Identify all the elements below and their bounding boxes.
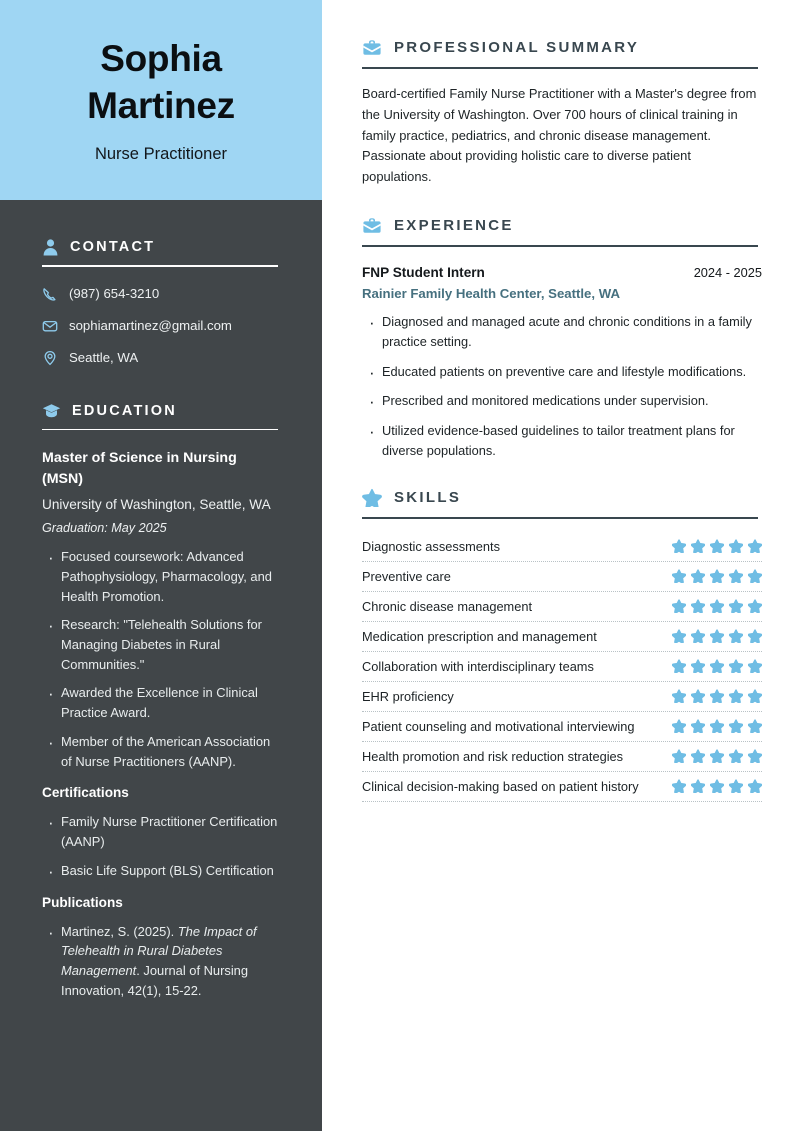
contact-email-row[interactable]	[42, 318, 278, 334]
star-icon	[672, 749, 686, 763]
star-icon	[710, 689, 724, 703]
skill-name: EHR proficiency	[362, 688, 454, 704]
star-icon	[672, 629, 686, 643]
phone-value: (987) 654-3210	[69, 286, 160, 302]
star-icon	[672, 539, 686, 553]
star-icon	[710, 749, 724, 763]
education-bullets	[42, 547, 278, 771]
name-header	[0, 0, 322, 200]
email-value: sophiamartinez@gmail.com	[69, 318, 232, 334]
star-icon	[729, 629, 743, 643]
star-icon	[710, 719, 724, 733]
professional-summary-section	[362, 38, 762, 188]
education-divider	[42, 429, 278, 431]
skill-row	[362, 682, 762, 712]
envelope-icon	[42, 318, 58, 334]
star-icon	[710, 599, 724, 613]
star-icon	[672, 719, 686, 733]
skills-heading	[362, 488, 762, 507]
skill-rating	[672, 689, 762, 703]
star-icon	[362, 488, 382, 507]
star-icon	[748, 689, 762, 703]
skills-heading-label: SKILLS	[394, 488, 462, 506]
star-icon	[710, 539, 724, 553]
summary-text: Board-certified Family Nurse Practitioner with a Master's degree from the University of Washington. Over 700 hours of clinical training in family practice, pediatrics, and chronic disease management. Passionate about providing holistic care to diverse patient populations.	[362, 85, 757, 185]
star-icon	[710, 779, 724, 793]
education-entry	[42, 448, 278, 771]
contact-list	[42, 286, 278, 366]
skill-row	[362, 772, 762, 802]
star-icon	[691, 659, 705, 673]
education-heading-label: EDUCATION	[72, 402, 177, 419]
list-item: · Utilized evidence-based guidelines to tailor treatment plans for diverse populations.	[382, 421, 762, 461]
publication-prefix: Martinez, S. (2025).	[61, 923, 178, 939]
star-icon	[748, 749, 762, 763]
skill-row	[362, 712, 762, 742]
star-icon	[748, 629, 762, 643]
first-name: Sophia	[100, 38, 222, 80]
experience-section	[362, 216, 762, 461]
skill-rating	[672, 719, 762, 733]
skill-row	[362, 592, 762, 622]
star-icon	[691, 569, 705, 583]
skill-row	[362, 742, 762, 772]
star-icon	[710, 569, 724, 583]
star-icon	[729, 719, 743, 733]
education-school: University of Washington, Seattle, WA	[42, 497, 271, 513]
briefcase-icon	[362, 216, 382, 235]
main-column	[362, 0, 762, 802]
education-degree: Master of Science in Nursing (MSN)	[42, 450, 237, 487]
location-value: Seattle, WA	[69, 350, 139, 366]
skill-name: Preventive care	[362, 568, 451, 584]
experience-divider	[362, 245, 758, 247]
skill-rating	[672, 749, 762, 763]
skill-name: Chronic disease management	[362, 598, 533, 614]
contact-location-row[interactable]	[42, 350, 278, 366]
contact-divider	[42, 265, 278, 267]
star-icon	[729, 569, 743, 583]
star-icon	[691, 779, 705, 793]
skill-name: Diagnostic assessments	[362, 538, 500, 554]
contact-phone-row[interactable]	[42, 286, 278, 302]
contact-heading	[42, 238, 278, 256]
experience-entry-header	[362, 265, 762, 280]
publication-suffix: . Journal of Nursing Innovation, 42(1), 15-22.	[61, 963, 249, 998]
star-icon	[672, 599, 686, 613]
experience-role: FNP Student Intern	[362, 264, 485, 280]
star-icon	[748, 569, 762, 583]
skill-rating	[672, 779, 762, 793]
star-icon	[691, 689, 705, 703]
star-icon	[729, 539, 743, 553]
star-icon	[748, 719, 762, 733]
education-graduation-date: Graduation: May 2025	[42, 521, 167, 536]
graduation-cap-icon	[42, 402, 61, 420]
certifications-bullets	[42, 812, 278, 880]
contact-section	[0, 238, 322, 366]
star-icon	[748, 539, 762, 553]
star-icon	[691, 749, 705, 763]
star-icon	[710, 659, 724, 673]
skill-name: Collaboration with interdisciplinary teams	[362, 658, 594, 674]
star-icon	[691, 539, 705, 553]
skills-list	[362, 532, 762, 802]
phone-icon	[42, 286, 58, 302]
star-icon	[748, 599, 762, 613]
star-icon	[691, 599, 705, 613]
experience-bullets	[362, 312, 762, 461]
skill-name: Clinical decision-making based on patient history	[362, 778, 639, 794]
list-item: · Member of the American Association of Nurse Practitioners (AANP).	[61, 732, 278, 771]
star-icon	[729, 659, 743, 673]
star-icon	[672, 569, 686, 583]
skills-divider	[362, 517, 758, 519]
skill-rating	[672, 569, 762, 583]
experience-dates: 2024 - 2025	[693, 264, 762, 280]
list-item: · Focused coursework: Advanced Pathophysiology, Pharmacology, and Health Promotion.	[61, 547, 278, 606]
skill-row	[362, 532, 762, 562]
star-icon	[691, 629, 705, 643]
person-icon	[42, 238, 59, 256]
star-icon	[691, 719, 705, 733]
skill-name: Medication prescription and management	[362, 628, 597, 644]
star-icon	[729, 599, 743, 613]
skill-name: Patient counseling and motivational interviewing	[362, 718, 635, 734]
star-icon	[729, 779, 743, 793]
summary-divider	[362, 67, 758, 69]
experience-heading	[362, 216, 762, 235]
publications-heading: Publications	[42, 894, 123, 910]
list-item: · Basic Life Support (BLS) Certification	[61, 861, 278, 881]
location-pin-icon	[42, 350, 58, 366]
experience-company: Rainier Family Health Center, Seattle, WA	[362, 285, 620, 301]
star-icon	[672, 779, 686, 793]
skill-rating	[672, 659, 762, 673]
skill-rating	[672, 629, 762, 643]
sidebar	[0, 0, 322, 1131]
experience-heading-label: EXPERIENCE	[394, 217, 514, 235]
skill-rating	[672, 599, 762, 613]
skill-name: Health promotion and risk reduction strategies	[362, 748, 624, 764]
skill-row	[362, 622, 762, 652]
list-item: · Prescribed and monitored medications under supervision.	[382, 391, 762, 411]
publications-bullets	[42, 922, 278, 1001]
list-item: · Family Nurse Practitioner Certification (AANP)	[61, 812, 278, 851]
list-item: · Awarded the Excellence in Clinical Practice Award.	[61, 683, 278, 722]
star-icon	[748, 659, 762, 673]
briefcase-icon	[362, 38, 382, 57]
star-icon	[710, 629, 724, 643]
summary-heading-label: PROFESSIONAL SUMMARY	[394, 39, 640, 56]
star-icon	[672, 659, 686, 673]
star-icon	[672, 689, 686, 703]
education-heading	[42, 402, 278, 420]
job-title: Nurse Practitioner	[94, 144, 228, 163]
star-icon	[729, 689, 743, 703]
last-name: Martinez	[87, 84, 235, 126]
skill-rating	[672, 539, 762, 553]
summary-heading	[362, 38, 762, 57]
certifications-heading: Certifications	[42, 785, 129, 801]
list-item: · Research: "Telehealth Solutions for Managing Diabetes in Rural Communities."	[61, 615, 278, 674]
list-item: · Diagnosed and managed acute and chronic conditions in a family practice setting.	[382, 312, 762, 352]
star-icon	[729, 749, 743, 763]
publication-title: The Impact of Telehealth in Rural Diabetes Management	[61, 923, 257, 979]
star-icon	[748, 779, 762, 793]
contact-heading-label: CONTACT	[70, 239, 156, 255]
skill-row	[362, 652, 762, 682]
skills-section	[362, 488, 762, 802]
education-section	[0, 402, 322, 1001]
list-item	[61, 922, 278, 1001]
skill-row	[362, 562, 762, 592]
list-item: · Educated patients on preventive care and lifestyle modifications.	[382, 362, 762, 382]
